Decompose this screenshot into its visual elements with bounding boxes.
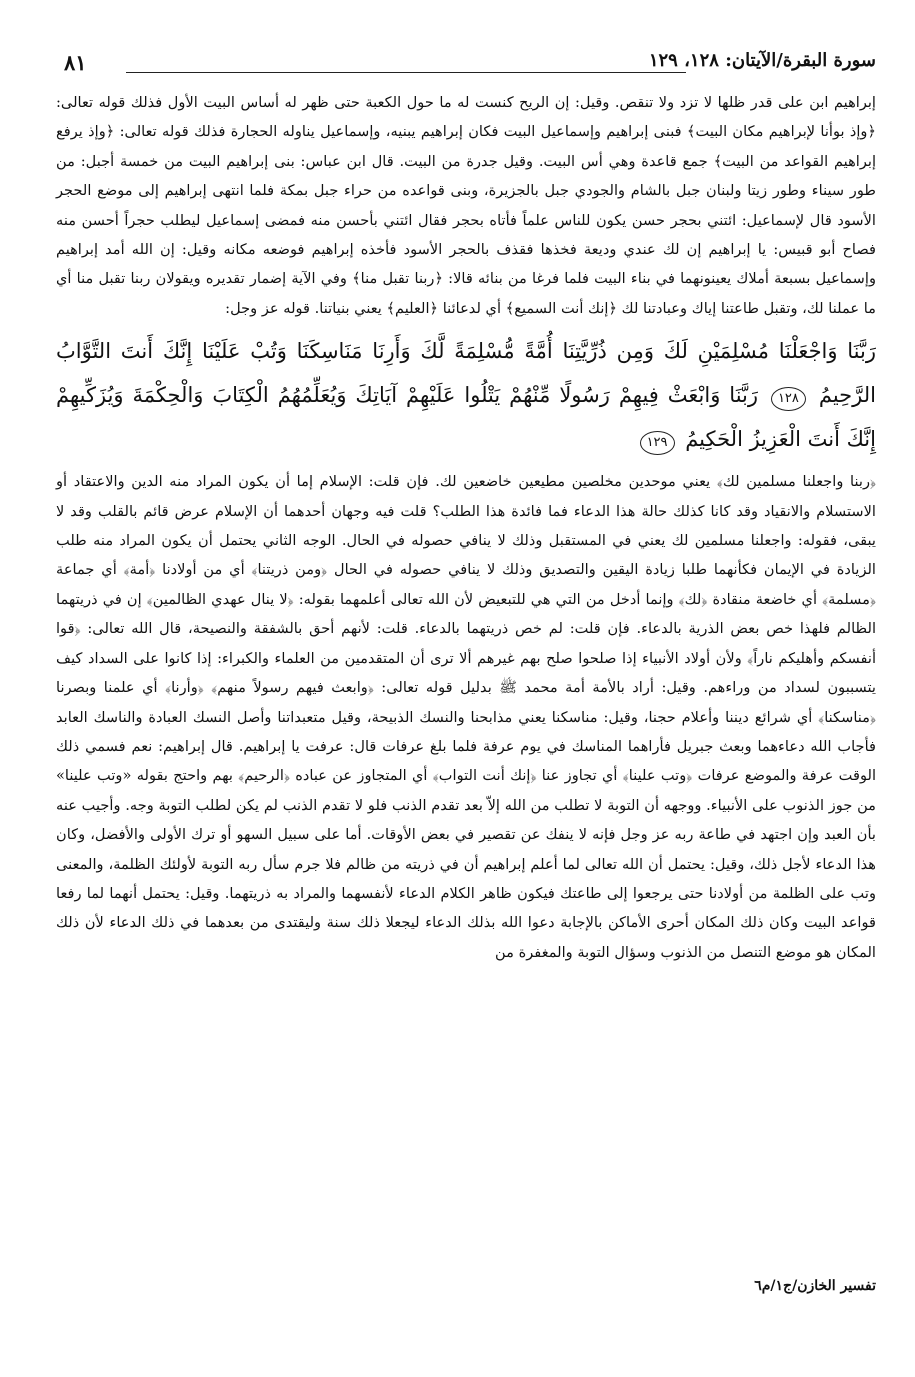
volume-signature: تفسير الخازن/ج١/م٦ <box>754 1278 876 1294</box>
page <box>56 40 876 1360</box>
ayah-number-129: ١٢٩ <box>640 431 675 455</box>
ayah-128-text: رَبَّنَا وَاجْعَلْنَا مُسْلِمَيْنِ لَكَ وَمِن ذُرِّيَّتِنَا أُمَّةً مُّسْلِمَةً لَّكَ وَأَرِنَا مَنَاسِكَنَا وَتُبْ عَلَيْنَا إِنَّكَ أَنتَ التَّوَّابُ الرَّحِيمُ <box>56 339 876 408</box>
body-text <box>56 88 876 967</box>
header-rule <box>126 72 686 73</box>
paragraph-2: ﴿ربنا واجعلنا مسلمين لك﴾ يعني موحدين مخلصين مطيعين خاضعين لك. فإن قلت: الإسلام إما أن يكون المراد منه الدين والاعتقاد أو الاستسلام والانقياد وقد كانا كذلك حالة هذا الدعاء فما فائدة هذا الطلب؟ قلت فيه وجهان أحدهما أن الإسلام عرض قائم بالقلب وقد لا يبقى، فقوله: واجعلنا مسلمين لك يعني في المستقبل وذلك لا ينافي حصوله في الحال. الوجه الثاني يحتمل أن يكون المراد منه طلب الزيادة في الإيمان فكأنهما طلبا زيادة اليقين والتصديق وذلك لا ينافي حصوله في الحال ﴿ومن ذريتنا﴾ أي من أولادنا ﴿أمة﴾ أي جماعة ﴿مسلمة﴾ أي خاضعة منقادة ﴿لك﴾ وإنما أدخل من التي هي للتبعيض لأن الله تعالى أعلمهما بقوله: ﴿لا ينال عهدي الظالمين﴾ إن في ذريتهما الظالم فلهذا خص بعض الذرية بالدعاء. فإن قلت: لم خص ذريتهما بالدعاء. قلت: لأنهم أحق بالشفقة والنصيحة، قال الله تعالى: ﴿قوا أنفسكم وأهليكم ناراً﴾ ولأن أولاد الأنبياء إذا صلحوا صلح بهم غيرهم ألا ترى أن المتقدمين من العلماء والكبراء: إذا كانوا على السداد كيف يتسببون لسداد من وراءهم. وقيل: أراد بالأمة أمة محمد ﷺ بدليل قوله تعالى: ﴿وابعث فيهم رسولاً منهم﴾ ﴿وأرنا﴾ أي علمنا وبصرنا ﴿مناسكنا﴾ أي شرائع ديننا وأعلام حجنا، وقيل: مناسكنا يعني مذابحنا والنسك الذبيحة، وقيل متعبداتنا وأصل النسك العبادة والناسك العابد فأجاب الله دعاءهما وبعث جبريل فأراهما المناسك في يوم عرفة فلما بلغ عرفات قال: عرفت يا إبراهيم. قال إبراهيم: نعم فسمي ذلك الوقت عرفة والموضع عرفات ﴿وتب علينا﴾ أي تجاوز عنا ﴿إنك أنت التواب﴾ أي المتجاوز عن عباده ﴿الرحيم﴾ بهم واحتج بقوله «وتب علينا» من جوز الذنوب على الأنبياء. ووجهه أن التوبة لا تطلب من الله إلاّ بعد تقدم الذنب فلو لا تقدم الذنب لم يكن لطلب التوبة وجه. وأجيب عنه بأن العبد وإن اجتهد في طاعة ربه عز وجل فإنه لا ينفك عن تقصير في بعض الأوقات. أما على سبيل السهو أو ترك الأولى والأفضل، وكان هذا الدعاء لأجل ذلك، وقيل: يحتمل أن الله تعالى لما أعلم إبراهيم أن في ذريته من ظالم فلا جرم سأل ربه التوبة لأولئك الظلمة، والمعنى وتب على الظلمة من أولادنا حتى يرجعوا إلى طاعتك فيكون ظاهر الكلام الدعاء لأنفسهما والمراد به ذريتهما. وقيل: يحتمل أنهما لما رفعا قواعد البيت وكان ذلك المكان أحرى الأماكن بالإجابة دعوا الله بذلك الدعاء ليجعلا ذلك سنة وليقتدى من بعدهما في ذلك الدعاء لأن ذلك المكان هو موضع التنصل من الذنوب وسؤال التوبة والمغفرة من <box>56 473 877 961</box>
footer <box>56 1278 876 1308</box>
ayah-number-128: ١٢٨ <box>771 387 806 411</box>
running-header <box>56 50 876 84</box>
ayah-129-text: رَبَّنَا وَابْعَثْ فِيهِمْ رَسُولًا مِّنْهُمْ يَتْلُوا عَلَيْهِمْ آيَاتِكَ وَيُعَلِّمُهُمُ الْكِتَابَ وَالْحِكْمَةَ وَيُزَكِّيهِمْ إِنَّكَ أَنتَ الْعَزِيزُ الْحَكِيمُ <box>56 383 876 452</box>
page-number: ٨١ <box>64 50 87 75</box>
quran-verse <box>56 329 876 461</box>
surah-reference: سورة البقرة/الآيتان: ١٢٨، ١٢٩ <box>648 50 876 71</box>
paragraph-1: إبراهيم ابن على قدر ظلها لا تزد ولا تنقص. وقيل: إن الريح كنست له ما حول الكعبة حتى ظهر له أساس البيت الأول فذلك قوله تعالى: ﴿وإذ بوأنا لإبراهيم مكان البيت﴾ فبنى إبراهيم وإسماعيل البيت فكان إبراهيم يبنيه، وإسماعيل يناوله الحجارة فذلك قوله تعالى: ﴿وإذ يرفع إبراهيم القواعد من البيت﴾ جمع قاعدة وهي أس البيت. وقيل جدرة من البيت. قال ابن عباس: بنى إبراهيم البيت من خمسة أجبل: من طور سيناء وطور زيتا ولبنان جبل بالشام والجودي جبل بالجزيرة، وبنى قواعده من حراء جبل بمكة فلما انتهى إبراهيم إلى موضع الحجر الأسود قال لإسماعيل: ائتني بحجر حسن يكون للناس علماً فأتاه بحجر فقال ائتني بأحسن منه فمضى إسماعيل ليطلب حجراً أحسن منه فصاح أبو قبيس: يا إبراهيم إن لك عندي وديعة فخذها فقذف بالحجر الأسود فأخذه إبراهيم فوضعه مكانه وقيل: إن الله أمد إبراهيم وإسماعيل بسبعة أملاك يعينونهما في بناء البيت فلما فرغا من بنائه قالا: ﴿ربنا تقبل منا﴾ وفي الآية إضمار تقديره ويقولان ربنا تقبل منا أي ما عملنا لك، وتقبل طاعتنا إياك وعبادتنا لك ﴿إنك أنت السميع﴾ أي لدعائنا ﴿العليم﴾ يعني بنياتنا. قوله عز وجل: <box>56 94 876 317</box>
